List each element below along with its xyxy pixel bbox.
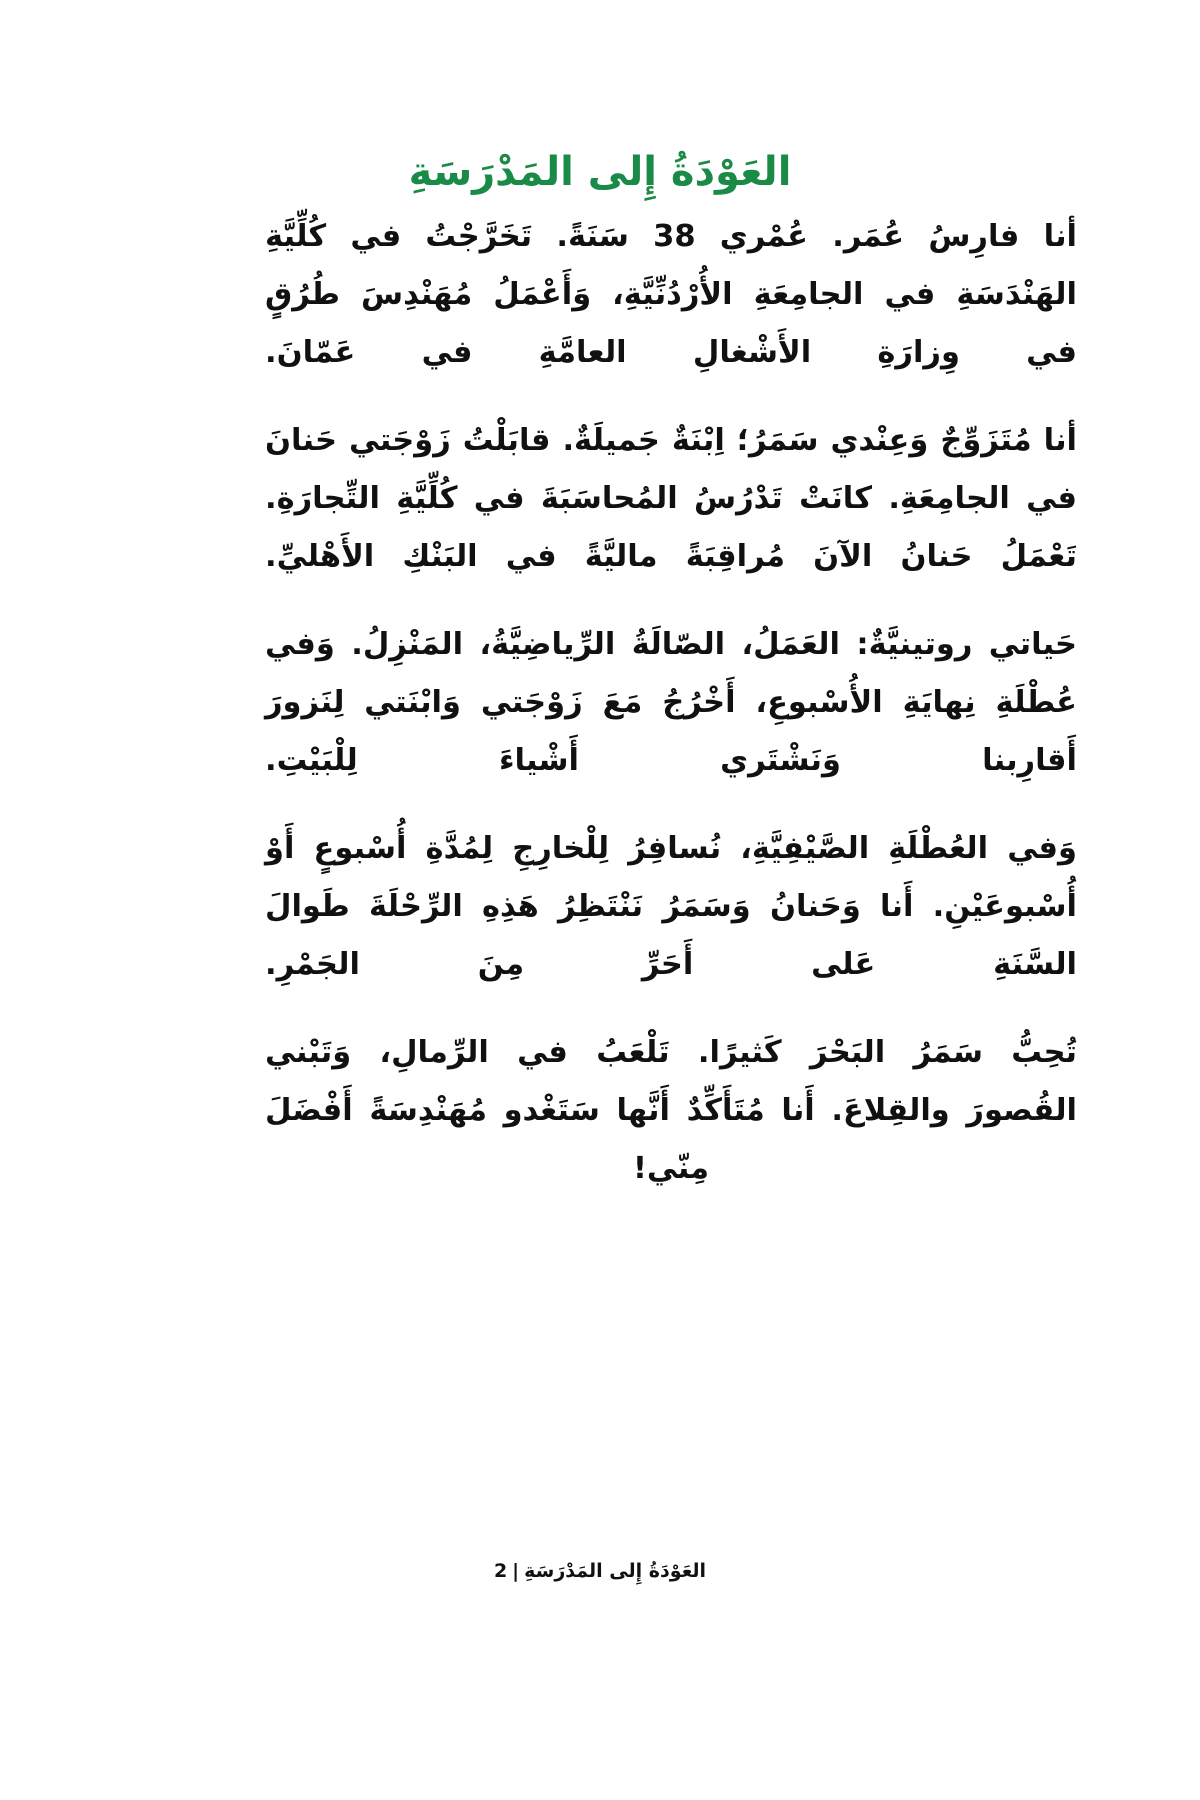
footer-page-number: 2 [493,1560,508,1582]
page-footer [0,1560,1200,1582]
paragraph-4: وفي العطلة الصيفية، نسافر للخارج لمدة أسبوع أو أسبوعين. أنا وحنان وسمر ننتظر هذه الرحلة طوال السنة على أحر من الجمر. [265,831,1077,982]
paragraph-2: أنا متزوج وعندي سمر؛ ابنة جميلة. قابلت زوجتي حنان في الجامعة. كانت تدرس المحاسبة في كلية التجارة. تعمل حنان الآن مراقبة مالية في البنك الأهلي. [265,423,1078,574]
footer-separator: | [512,1560,520,1582]
page-title: العَوْدَةُ إِلى المَدْرَسَةِ [408,148,792,195]
paragraph-1: أنا فارس عمر. عمري 38 سنة. تخرجت في كلية الهندسة في الجامعة الأردنية، وأعمل مهندس طرق في وزارة الأشغال العامة في عمان. [265,219,1077,370]
footer-title: العودة إلى المدرسة [524,1560,707,1582]
paragraph-5: تحب سمر البحر كثيرا. تلعب في الرمال، وتبني القصور والقلاع. أنا متأكد أنها ستغدو مهندسة أفضل مني! [265,1035,1077,1186]
body-text-column [265,208,1077,1198]
paragraph-3: حياتي روتينية: العمل، الصالة الرياضية، المنزل. وفي عطلة نهاية الأسبوع، أخرج مع زوجتي وابنتي لنزور أقاربنا ونشتري أشياء للبيت. [265,627,1077,778]
